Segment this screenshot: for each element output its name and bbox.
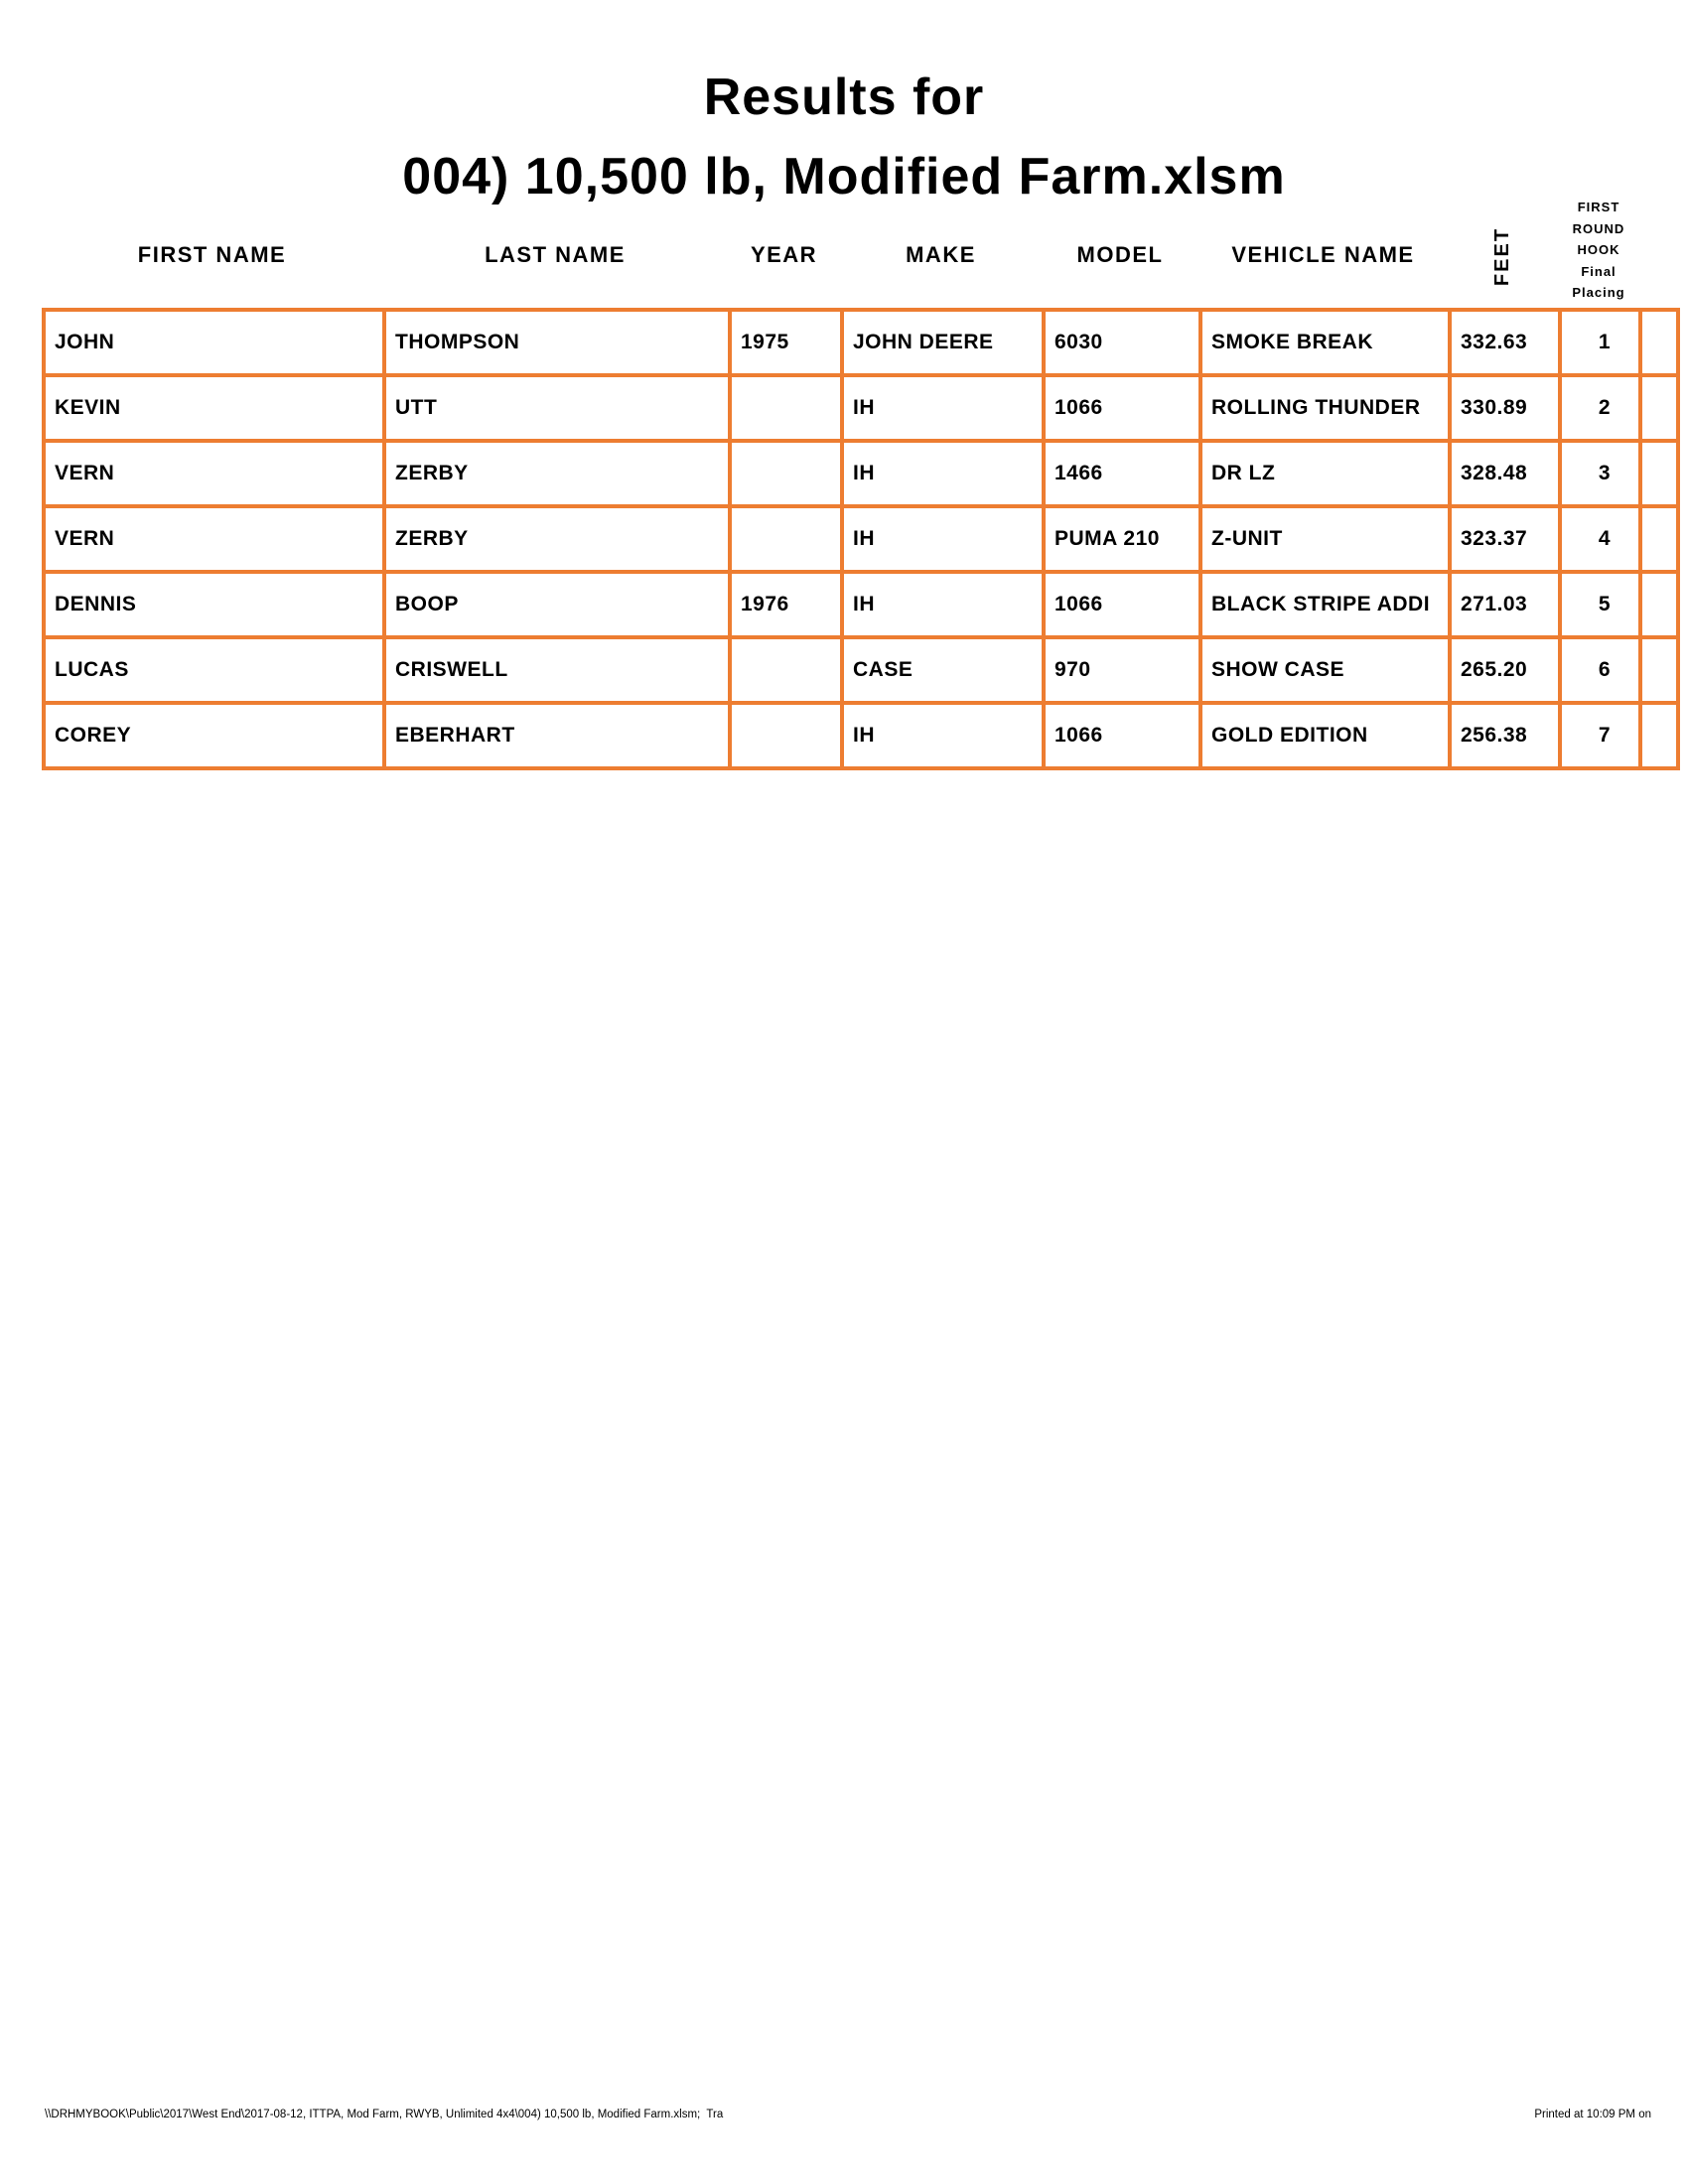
cell-year <box>730 703 842 768</box>
cell-placing: 1 <box>1560 310 1640 375</box>
cell-last-name: THOMPSON <box>384 310 730 375</box>
table-row <box>44 506 1678 572</box>
cell-feet: 332.63 <box>1450 310 1560 375</box>
cell-model: 970 <box>1044 637 1200 703</box>
cell-first-name: VERN <box>44 441 384 506</box>
cell-last-name: CRISWELL <box>384 637 730 703</box>
footer-file-path: \\DRHMYBOOK\Public\2017\West End\2017-08-12, ITTPA, Mod Farm, RWYB, Unlimited 4x4\004) 10,500 lb, Modified Farm.xlsm; Tra <box>45 2109 724 2120</box>
column-header-year: YEAR <box>750 242 818 267</box>
cell-placing: 3 <box>1560 441 1640 506</box>
cell-make: IH <box>842 506 1044 572</box>
cell-placing: 6 <box>1560 637 1640 703</box>
cell-feet: 271.03 <box>1450 572 1560 637</box>
cell-vehicle-name: BLACK STRIPE ADDI <box>1200 572 1450 637</box>
cell-model: 6030 <box>1044 310 1200 375</box>
cell-first-name: JOHN <box>44 310 384 375</box>
placing-header-line: Placing <box>1572 285 1625 300</box>
cell-first-name: DENNIS <box>44 572 384 637</box>
cell-last-name: EBERHART <box>384 703 730 768</box>
cell-vehicle-name: Z-UNIT <box>1200 506 1450 572</box>
cell-feet: 256.38 <box>1450 703 1560 768</box>
cell-last-name: UTT <box>384 375 730 441</box>
placing-header-line: FIRST <box>1577 200 1620 214</box>
table-row <box>44 637 1678 703</box>
cell-page-edge-stub <box>1640 506 1678 572</box>
cell-make: IH <box>842 375 1044 441</box>
cell-page-edge-stub <box>1640 703 1678 768</box>
column-header-vehicle-name: VEHICLE NAME <box>1231 242 1415 267</box>
column-header-first-name: FIRST NAME <box>137 242 287 267</box>
column-header-feet <box>1448 216 1558 296</box>
cell-vehicle-name: DR LZ <box>1200 441 1450 506</box>
cell-page-edge-stub <box>1640 310 1678 375</box>
table-row <box>44 375 1678 441</box>
column-header-make: MAKE <box>906 242 976 267</box>
cell-placing: 7 <box>1560 703 1640 768</box>
column-header-model: MODEL <box>1076 242 1164 267</box>
cell-year: 1976 <box>730 572 842 637</box>
cell-first-name: COREY <box>44 703 384 768</box>
placing-header-line: HOOK <box>1577 242 1620 257</box>
cell-year <box>730 637 842 703</box>
cell-make: IH <box>842 572 1044 637</box>
cell-model: 1066 <box>1044 375 1200 441</box>
cell-make: JOHN DEERE <box>842 310 1044 375</box>
cell-vehicle-name: SMOKE BREAK <box>1200 310 1450 375</box>
cell-last-name: ZERBY <box>384 506 730 572</box>
table-row <box>44 310 1678 375</box>
table-row <box>44 703 1678 768</box>
cell-feet: 328.48 <box>1450 441 1560 506</box>
column-header-placing <box>1545 197 1652 304</box>
cell-vehicle-name: SHOW CASE <box>1200 637 1450 703</box>
cell-make: IH <box>842 703 1044 768</box>
cell-feet: 265.20 <box>1450 637 1560 703</box>
cell-page-edge-stub <box>1640 637 1678 703</box>
cell-model: PUMA 210 <box>1044 506 1200 572</box>
file-title: 004) 10,500 lb, Modified Farm.xlsm <box>402 148 1286 205</box>
cell-placing: 5 <box>1560 572 1640 637</box>
placing-header-line: Final <box>1581 263 1617 279</box>
cell-page-edge-stub <box>1640 441 1678 506</box>
cell-vehicle-name: GOLD EDITION <box>1200 703 1450 768</box>
cell-placing: 4 <box>1560 506 1640 572</box>
cell-last-name: BOOP <box>384 572 730 637</box>
cell-page-edge-stub <box>1640 375 1678 441</box>
cell-first-name: LUCAS <box>44 637 384 703</box>
cell-last-name: ZERBY <box>384 441 730 506</box>
cell-year <box>730 506 842 572</box>
cell-model: 1066 <box>1044 703 1200 768</box>
cell-make: IH <box>842 441 1044 506</box>
footer-printed-stamp: Printed at 10:09 PM on <box>1534 2109 1651 2120</box>
results-table <box>42 308 1680 770</box>
cell-model: 1066 <box>1044 572 1200 637</box>
cell-year <box>730 441 842 506</box>
cell-first-name: KEVIN <box>44 375 384 441</box>
cell-year <box>730 375 842 441</box>
cell-year: 1975 <box>730 310 842 375</box>
placing-header-line: ROUND <box>1572 220 1625 236</box>
results-tbody <box>44 310 1678 768</box>
cell-first-name: VERN <box>44 506 384 572</box>
cell-vehicle-name: ROLLING THUNDER <box>1200 375 1450 441</box>
cell-model: 1466 <box>1044 441 1200 506</box>
table-row <box>44 572 1678 637</box>
page-title: Results for <box>703 68 985 126</box>
cell-make: CASE <box>842 637 1044 703</box>
feet-rotated-label: FEET <box>1491 226 1513 286</box>
cell-feet: 323.37 <box>1450 506 1560 572</box>
cell-placing: 2 <box>1560 375 1640 441</box>
cell-page-edge-stub <box>1640 572 1678 637</box>
cell-feet: 330.89 <box>1450 375 1560 441</box>
column-header-last-name: LAST NAME <box>485 242 626 267</box>
table-row <box>44 441 1678 506</box>
